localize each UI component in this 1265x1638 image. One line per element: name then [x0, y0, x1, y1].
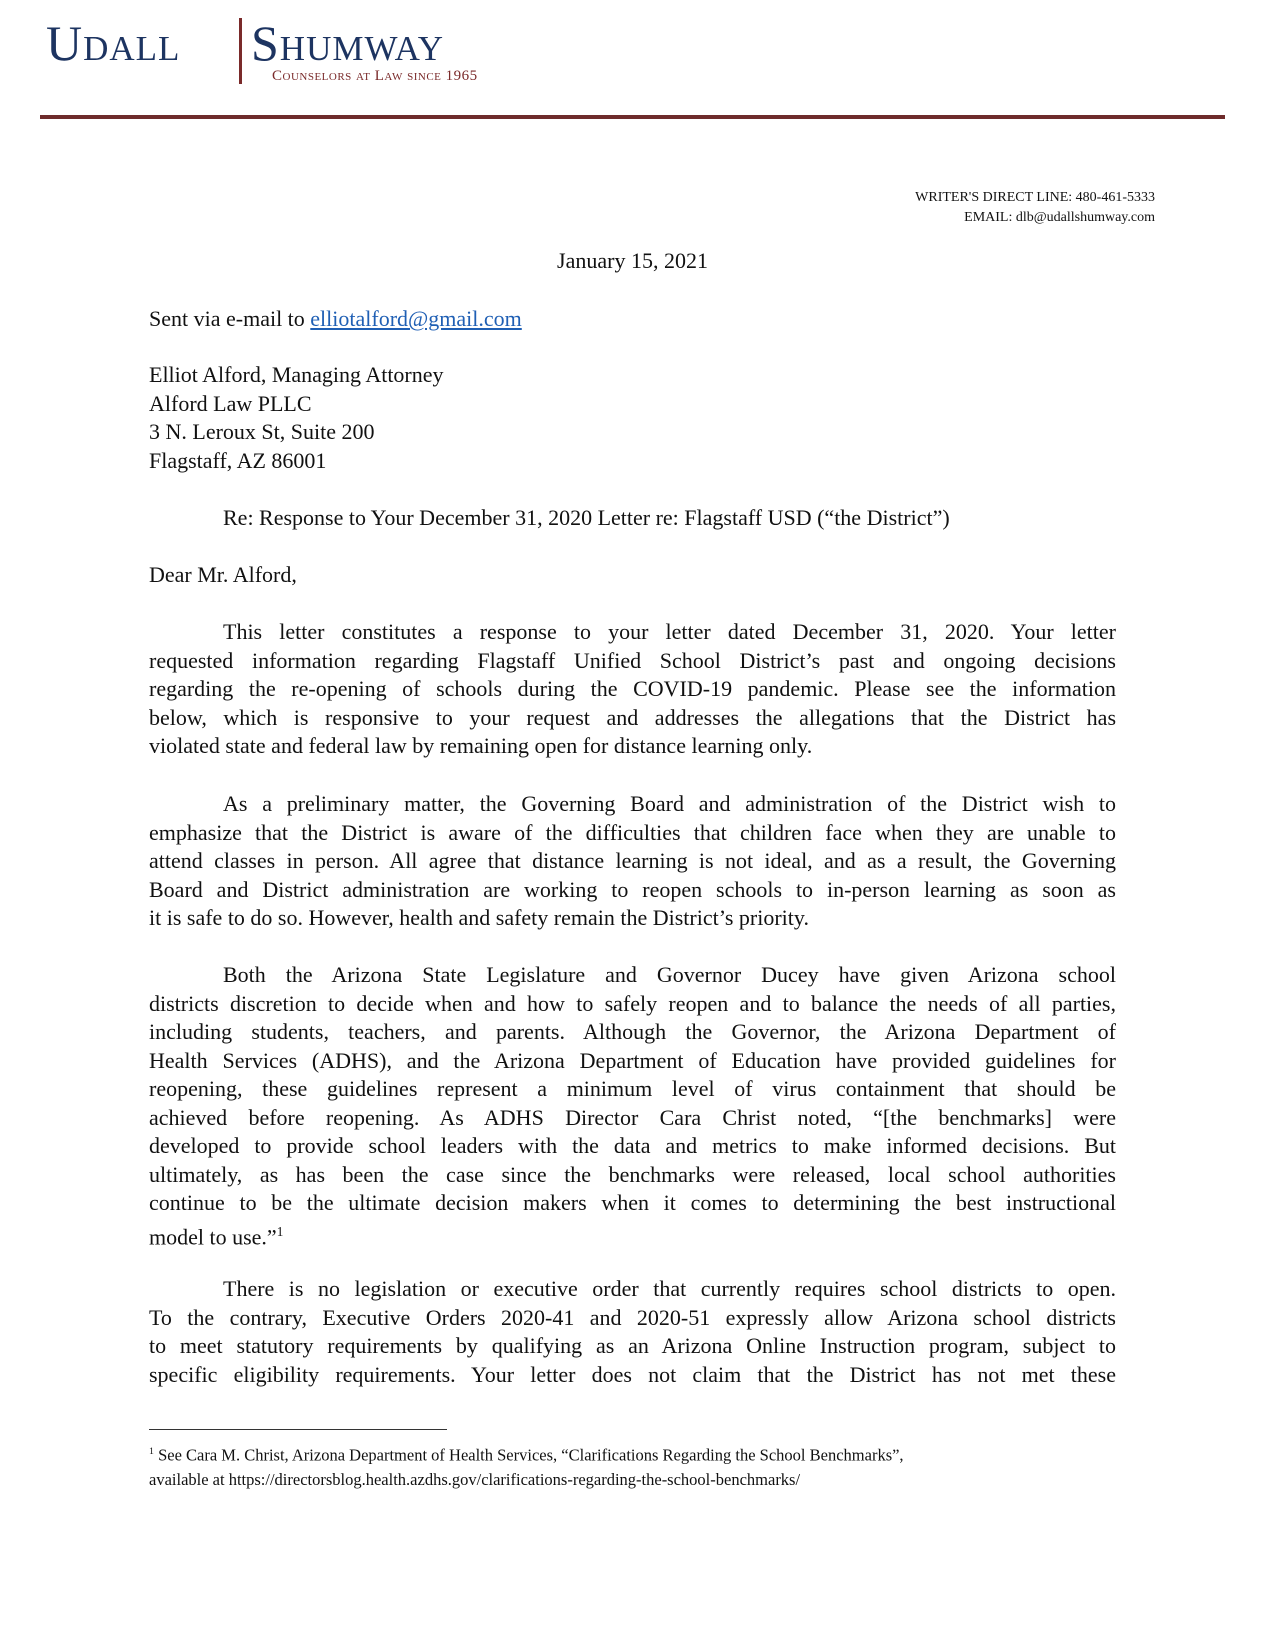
- re-line: Re: Response to Your December 31, 2020 Letter re: Flagstaff USD (“the District”): [223, 505, 950, 530]
- sent-via-prefix: Sent via e-mail to: [149, 306, 311, 331]
- footnote-reference[interactable]: 1: [276, 1223, 284, 1239]
- text-line: districts discretion to decide when and how to safely reopen and to balance the needs of all parties,: [149, 990, 1116, 1016]
- logo-divider: [239, 18, 242, 84]
- writer-email: EMAIL: dlb@udallshumway.com: [964, 210, 1155, 225]
- text-line: To the contrary, Executive Orders 2020-41 and 2020-51 expressly allow Arizona school districts: [149, 1304, 1116, 1330]
- footnote-line: available at https://directorsblog.health.azdhs.gov/clarifications-regarding-the-school-benchmarks/: [149, 1469, 801, 1489]
- text-line: below, which is responsive to your request and addresses the allegations that the District has: [149, 704, 1116, 730]
- text-line: Both the Arizona State Legislature and Governor Ducey have given Arizona school: [223, 962, 1116, 987]
- body-paragraph-3: [149, 961, 1116, 1251]
- text-line: As a preliminary matter, the Governing Board and administration of the District wish to: [223, 791, 1116, 816]
- text-line: model to use.”: [149, 1223, 277, 1249]
- recipient-email-link[interactable]: elliotalford@gmail.com: [310, 306, 522, 331]
- footnote-separator: [149, 1429, 447, 1430]
- logo-text-left: Udall: [46, 15, 181, 71]
- footnote-marker: 1: [149, 1446, 154, 1457]
- body-paragraph-4: [149, 1275, 1116, 1389]
- sent-via-line: [149, 305, 1116, 334]
- text-line: it is safe to do so. However, health and safety remain the District’s priority.: [149, 905, 809, 930]
- salutation: Dear Mr. Alford,: [149, 562, 297, 587]
- text-line: developed to provide school leaders with the data and metrics to make informed decisions. But: [149, 1133, 1116, 1158]
- text-line: requested information regarding Flagstaff Unified School District’s past and ongoing decisions: [149, 647, 1116, 673]
- text-line: achieved before reopening. As ADHS Director Cara Christ noted, “[the benchmarks] were: [149, 1104, 1116, 1130]
- address-line: Alford Law PLLC: [149, 390, 312, 416]
- logo-text-right: Shumway: [251, 15, 444, 71]
- writer-contact: [915, 188, 1155, 228]
- recipient-address: [149, 361, 1116, 475]
- footnote: [149, 1440, 904, 1492]
- text-line: violated state and federal law by remaining open for distance learning only.: [149, 733, 813, 758]
- text-line: to meet statutory requirements by qualifying as an Arizona Online Instruction program, subject to: [149, 1333, 1116, 1358]
- text-line: ultimately, as has been the case since the benchmarks were released, local school authorities: [149, 1161, 1116, 1187]
- text-line: There is no legislation or executive order that currently requires school districts to open.: [223, 1276, 1116, 1301]
- letter-date: January 15, 2021: [557, 248, 708, 273]
- address-line: Flagstaff, AZ 86001: [149, 447, 327, 473]
- direct-line: WRITER'S DIRECT LINE: 480-461-5333: [915, 190, 1155, 205]
- address-line: Elliot Alford, Managing Attorney: [149, 362, 444, 387]
- text-line: Board and District administration are working to reopen schools to in-person learning as soon as: [149, 876, 1116, 902]
- text-line: emphasize that the District is aware of the difficulties that children face when they are unable to: [149, 819, 1116, 845]
- text-line: regarding the re-opening of schools during the COVID-19 pandemic. Please see the information: [149, 676, 1116, 701]
- text-line: specific eligibility requirements. Your letter does not claim that the District has not met these: [149, 1361, 1116, 1387]
- text-line: attend classes in person. All agree that distance learning is not ideal, and as a result, the Governing: [149, 848, 1116, 873]
- body-paragraph-2: [149, 790, 1116, 933]
- text-line: Health Services (ADHS), and the Arizona Department of Education have provided guidelines for: [149, 1047, 1116, 1073]
- logo-tagline: Counselors at Law since 1965: [272, 68, 478, 84]
- text-line: including students, teachers, and parents. Although the Governor, the Arizona Department of: [149, 1019, 1116, 1044]
- address-line: 3 N. Leroux St, Suite 200: [149, 419, 375, 444]
- text-line: continue to be the ultimate decision makers when it comes to determining the best instructional: [149, 1190, 1116, 1215]
- footnote-line: See Cara M. Christ, Arizona Department of Health Services, “Clarifications Regarding the School Benchmarks”,: [158, 1445, 904, 1465]
- text-line: This letter constitutes a response to your letter dated December 31, 2020. Your letter: [223, 619, 1116, 644]
- letterhead-rule: [40, 115, 1225, 119]
- text-line: reopening, these guidelines represent a minimum level of virus containment that should be: [149, 1076, 1116, 1101]
- body-paragraph-1: [149, 618, 1116, 761]
